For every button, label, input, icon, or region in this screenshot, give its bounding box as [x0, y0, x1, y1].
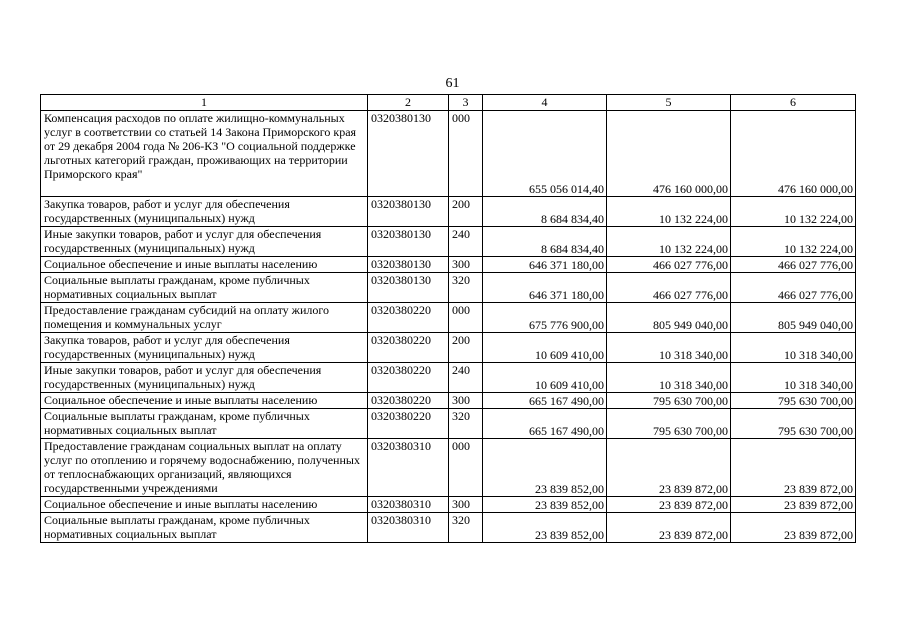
row-amount-3: 805 949 040,00	[731, 303, 856, 333]
row-amount-3: 23 839 872,00	[731, 497, 856, 513]
row-amount-2: 23 839 872,00	[607, 513, 731, 543]
column-header-name: 1	[41, 95, 368, 111]
table-row	[41, 363, 856, 393]
row-target-article: 0320380130	[368, 273, 449, 303]
row-amount-3: 23 839 872,00	[731, 513, 856, 543]
column-header-target-article: 2	[368, 95, 449, 111]
row-expense-type: 200	[449, 333, 483, 363]
column-header-amount-3: 6	[731, 95, 856, 111]
row-amount-2: 805 949 040,00	[607, 303, 731, 333]
table-row	[41, 303, 856, 333]
row-amount-3: 476 160 000,00	[731, 111, 856, 197]
row-name: Социальное обеспечение и иные выплаты населению	[41, 257, 368, 273]
table-row	[41, 409, 856, 439]
row-expense-type: 240	[449, 227, 483, 257]
row-amount-1: 646 371 180,00	[483, 257, 607, 273]
table-row	[41, 227, 856, 257]
row-expense-type: 320	[449, 409, 483, 439]
table-row	[41, 513, 856, 543]
row-target-article: 0320380130	[368, 257, 449, 273]
row-amount-2: 795 630 700,00	[607, 409, 731, 439]
row-amount-2: 476 160 000,00	[607, 111, 731, 197]
table-row	[41, 257, 856, 273]
row-amount-3: 10 318 340,00	[731, 363, 856, 393]
row-amount-3: 795 630 700,00	[731, 393, 856, 409]
row-target-article: 0320380220	[368, 363, 449, 393]
row-name: Социальное обеспечение и иные выплаты населению	[41, 497, 368, 513]
row-amount-1: 23 839 852,00	[483, 439, 607, 497]
row-amount-1: 665 167 490,00	[483, 409, 607, 439]
row-target-article: 0320380130	[368, 111, 449, 197]
row-target-article: 0320380130	[368, 197, 449, 227]
row-name: Закупка товаров, работ и услуг для обеспечения государственных (муниципальных) нужд	[41, 197, 368, 227]
row-name: Закупка товаров, работ и услуг для обеспечения государственных (муниципальных) нужд	[41, 333, 368, 363]
table-row	[41, 497, 856, 513]
row-target-article: 0320380220	[368, 409, 449, 439]
row-name: Предоставление гражданам социальных выплат на оплату услуг по отоплению и горячему водоснабжению, полученных от теплоснабжающих организаций, являющихся государственными учреждениями	[41, 439, 368, 497]
row-name: Социальное обеспечение и иные выплаты населению	[41, 393, 368, 409]
row-amount-2: 10 318 340,00	[607, 333, 731, 363]
row-amount-3: 466 027 776,00	[731, 273, 856, 303]
row-expense-type: 000	[449, 111, 483, 197]
row-amount-1: 655 056 014,40	[483, 111, 607, 197]
row-expense-type: 300	[449, 257, 483, 273]
row-amount-2: 795 630 700,00	[607, 393, 731, 409]
row-amount-2: 466 027 776,00	[607, 273, 731, 303]
table-row	[41, 333, 856, 363]
row-amount-3: 10 132 224,00	[731, 197, 856, 227]
row-amount-2: 23 839 872,00	[607, 497, 731, 513]
row-amount-1: 23 839 852,00	[483, 497, 607, 513]
column-header-amount-1: 4	[483, 95, 607, 111]
row-expense-type: 000	[449, 303, 483, 333]
row-amount-1: 675 776 900,00	[483, 303, 607, 333]
row-name: Социальные выплаты гражданам, кроме публичных нормативных социальных выплат	[41, 513, 368, 543]
row-target-article: 0320380220	[368, 303, 449, 333]
table-row	[41, 439, 856, 497]
row-expense-type: 300	[449, 393, 483, 409]
row-name: Иные закупки товаров, работ и услуг для обеспечения государственных (муниципальных) нужд	[41, 227, 368, 257]
row-expense-type: 200	[449, 197, 483, 227]
row-amount-3: 795 630 700,00	[731, 409, 856, 439]
row-amount-1: 646 371 180,00	[483, 273, 607, 303]
row-target-article: 0320380220	[368, 393, 449, 409]
row-target-article: 0320380310	[368, 439, 449, 497]
column-header-expense-type: 3	[449, 95, 483, 111]
row-amount-3: 10 132 224,00	[731, 227, 856, 257]
row-expense-type: 320	[449, 273, 483, 303]
row-amount-1: 10 609 410,00	[483, 363, 607, 393]
table-row	[41, 393, 856, 409]
row-target-article: 0320380310	[368, 513, 449, 543]
row-amount-2: 10 132 224,00	[607, 197, 731, 227]
row-amount-1: 23 839 852,00	[483, 513, 607, 543]
row-amount-1: 10 609 410,00	[483, 333, 607, 363]
column-header-amount-2: 5	[607, 95, 731, 111]
row-name: Социальные выплаты гражданам, кроме публичных нормативных социальных выплат	[41, 409, 368, 439]
row-amount-3: 466 027 776,00	[731, 257, 856, 273]
row-name: Компенсация расходов по оплате жилищно-коммунальных услуг в соответствии со статьей 14 Закона Приморского края от 29 декабря 2004 года № 206-КЗ "О социальной поддержке льготных категорий граждан, проживающих на территории Приморского края"	[41, 111, 368, 197]
row-amount-3: 23 839 872,00	[731, 439, 856, 497]
row-target-article: 0320380220	[368, 333, 449, 363]
table-row	[41, 111, 856, 197]
row-amount-1: 8 684 834,40	[483, 197, 607, 227]
row-amount-2: 23 839 872,00	[607, 439, 731, 497]
row-amount-2: 466 027 776,00	[607, 257, 731, 273]
row-expense-type: 240	[449, 363, 483, 393]
table-row	[41, 273, 856, 303]
table-row	[41, 197, 856, 227]
row-amount-2: 10 132 224,00	[607, 227, 731, 257]
row-expense-type: 300	[449, 497, 483, 513]
row-amount-1: 8 684 834,40	[483, 227, 607, 257]
row-name: Социальные выплаты гражданам, кроме публичных нормативных социальных выплат	[41, 273, 368, 303]
row-amount-1: 665 167 490,00	[483, 393, 607, 409]
table-header-row	[41, 95, 856, 111]
row-amount-3: 10 318 340,00	[731, 333, 856, 363]
row-name: Иные закупки товаров, работ и услуг для обеспечения государственных (муниципальных) нужд	[41, 363, 368, 393]
budget-table	[40, 94, 856, 543]
row-expense-type: 000	[449, 439, 483, 497]
row-target-article: 0320380310	[368, 497, 449, 513]
row-name: Предоставление гражданам субсидий на оплату жилого помещения и коммунальных услуг	[41, 303, 368, 333]
row-expense-type: 320	[449, 513, 483, 543]
page-number: 61	[445, 76, 460, 91]
row-target-article: 0320380130	[368, 227, 449, 257]
row-amount-2: 10 318 340,00	[607, 363, 731, 393]
